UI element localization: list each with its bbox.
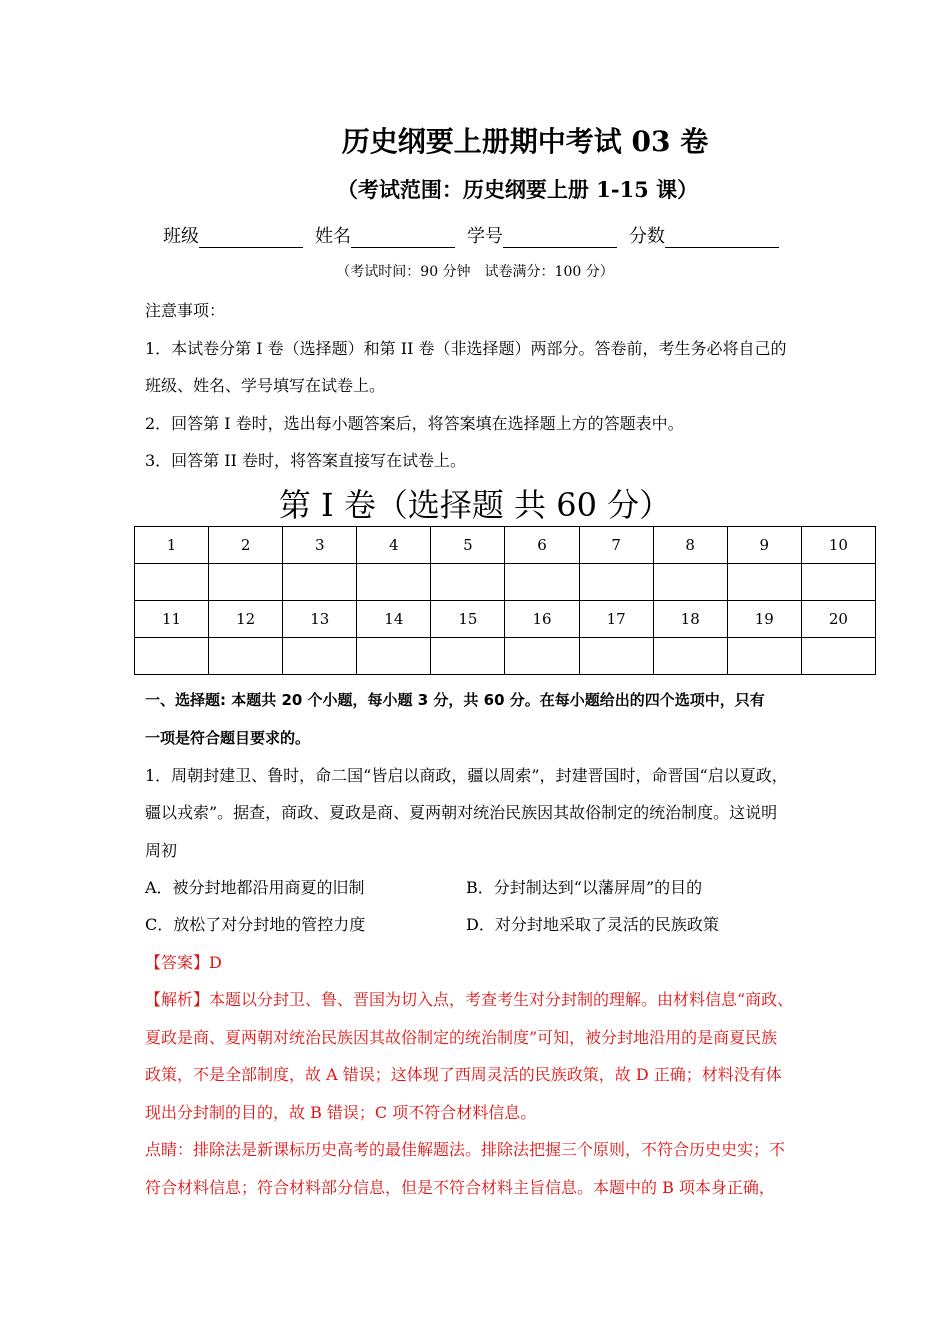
answer-cell[interactable] xyxy=(357,638,431,675)
analysis-text: 政策，不是全部制度，故 A 错误；这体现了西周灵活的民族政策，故 D 正确；材料没有体 xyxy=(145,1065,782,1084)
question-stem: 疆以戎索”。据查，商政、夏政是商、夏两朝对统治民族因其故俗制定的统治制度。这说明 xyxy=(145,803,778,822)
answer-grid-blank-row xyxy=(135,564,876,601)
analysis-text: 现出分封制的目的，故 B 错误；C 项不符合材料信息。 xyxy=(145,1103,537,1122)
question-number: 9 xyxy=(727,527,801,564)
question-number: 18 xyxy=(653,601,727,638)
analysis-text: 【解析】本题以分封卫、鲁、晋国为切入点，考查考生对分封制的理解。由材料信息“商政、 xyxy=(145,990,794,1009)
note-line: 1．本试卷分第 I 卷（选择题）和第 II 卷（非选择题）两部分。答卷前，考生务必将自己的 xyxy=(145,339,787,358)
answer-grid-blank-row xyxy=(135,638,876,675)
question-number: 15 xyxy=(431,601,505,638)
question-number: 11 xyxy=(135,601,209,638)
answer-key: 【答案】D xyxy=(145,953,222,972)
question-number: 14 xyxy=(357,601,431,638)
question-number: 19 xyxy=(727,601,801,638)
question-number: 13 xyxy=(283,601,357,638)
option-b[interactable]: B．分封制达到“以藩屏周”的目的 xyxy=(466,878,703,897)
question-number: 8 xyxy=(653,527,727,564)
question-number: 6 xyxy=(505,527,579,564)
answer-cell[interactable] xyxy=(579,564,653,601)
answer-cell[interactable] xyxy=(135,638,209,675)
score-field[interactable]: 分数 xyxy=(629,222,779,248)
note-line: 班级、姓名、学号填写在试卷上。 xyxy=(145,376,386,395)
class-field[interactable]: 班级 xyxy=(163,222,303,248)
notes-heading: 注意事项： xyxy=(145,301,226,320)
answer-grid-header-row xyxy=(135,601,876,638)
answer-cell[interactable] xyxy=(653,638,727,675)
answer-cell[interactable] xyxy=(431,564,505,601)
part-instructions: 一、选择题: 本题共 20 个小题，每小题 3 分，共 60 分。在每小题给出的四个选项中，只有 xyxy=(145,691,765,709)
question-number: 12 xyxy=(209,601,283,638)
answer-cell[interactable] xyxy=(431,638,505,675)
student-id-field[interactable]: 学号 xyxy=(467,222,617,248)
tip-text: 点睛：排除法是新课标历史高考的最佳解题法。排除法把握三个原则，不符合历史史实；不 xyxy=(145,1140,786,1159)
question-number: 3 xyxy=(283,527,357,564)
option-c[interactable]: C．放松了对分封地的管控力度 xyxy=(145,915,366,934)
note-line: 2．回答第 I 卷时，选出每小题答案后，将答案填在选择题上方的答题表中。 xyxy=(145,414,684,433)
analysis-text: 夏政是商、夏两朝对统治民族因其故俗制定的统治制度”可知，被分封地沿用的是商夏民族 xyxy=(145,1028,778,1047)
question-number: 16 xyxy=(505,601,579,638)
answer-cell[interactable] xyxy=(801,638,875,675)
part-instructions: 一项是符合题目要求的。 xyxy=(145,729,311,747)
option-a[interactable]: A．被分封地都沿用商夏的旧制 xyxy=(145,878,365,897)
question-number: 20 xyxy=(801,601,875,638)
section-title: 第 I 卷（选择题 共 60 分） xyxy=(278,486,672,524)
answer-cell[interactable] xyxy=(727,638,801,675)
note-line: 3．回答第 II 卷时，将答案直接写在试卷上。 xyxy=(145,451,466,470)
exam-title: 历史纲要上册期中考试 03 卷 xyxy=(341,125,709,158)
question-stem: 周初 xyxy=(145,841,178,860)
question-number: 2 xyxy=(209,527,283,564)
question-number: 10 xyxy=(801,527,875,564)
answer-cell[interactable] xyxy=(283,638,357,675)
answer-cell[interactable] xyxy=(579,638,653,675)
answer-cell[interactable] xyxy=(209,638,283,675)
answer-cell[interactable] xyxy=(727,564,801,601)
answer-cell[interactable] xyxy=(283,564,357,601)
exam-subtitle: （考试范围：历史纲要上册 1-15 课） xyxy=(336,177,699,202)
name-field[interactable]: 姓名 xyxy=(315,222,455,248)
answer-cell[interactable] xyxy=(505,638,579,675)
answer-cell[interactable] xyxy=(357,564,431,601)
answer-cell[interactable] xyxy=(135,564,209,601)
question-stem: 1．周朝封建卫、鲁时，命二国“皆启以商政，疆以周索”，封建晋国时，命晋国“启以夏政， xyxy=(145,766,788,785)
question-number: 17 xyxy=(579,601,653,638)
answer-grid xyxy=(134,526,876,675)
option-d[interactable]: D．对分封地采取了灵活的民族政策 xyxy=(466,915,719,934)
question-number: 4 xyxy=(357,527,431,564)
answer-cell[interactable] xyxy=(209,564,283,601)
exam-meta: （考试时间：90 分钟 试卷满分：100 分） xyxy=(336,264,614,280)
answer-cell[interactable] xyxy=(653,564,727,601)
question-number: 1 xyxy=(135,527,209,564)
question-number: 5 xyxy=(431,527,505,564)
question-number: 7 xyxy=(579,527,653,564)
answer-grid-header-row xyxy=(135,527,876,564)
student-info-row xyxy=(163,222,779,248)
tip-text: 符合材料信息；符合材料部分信息，但是不符合材料主旨信息。本题中的 B 项本身正确， xyxy=(145,1178,775,1197)
answer-cell[interactable] xyxy=(505,564,579,601)
answer-cell[interactable] xyxy=(801,564,875,601)
